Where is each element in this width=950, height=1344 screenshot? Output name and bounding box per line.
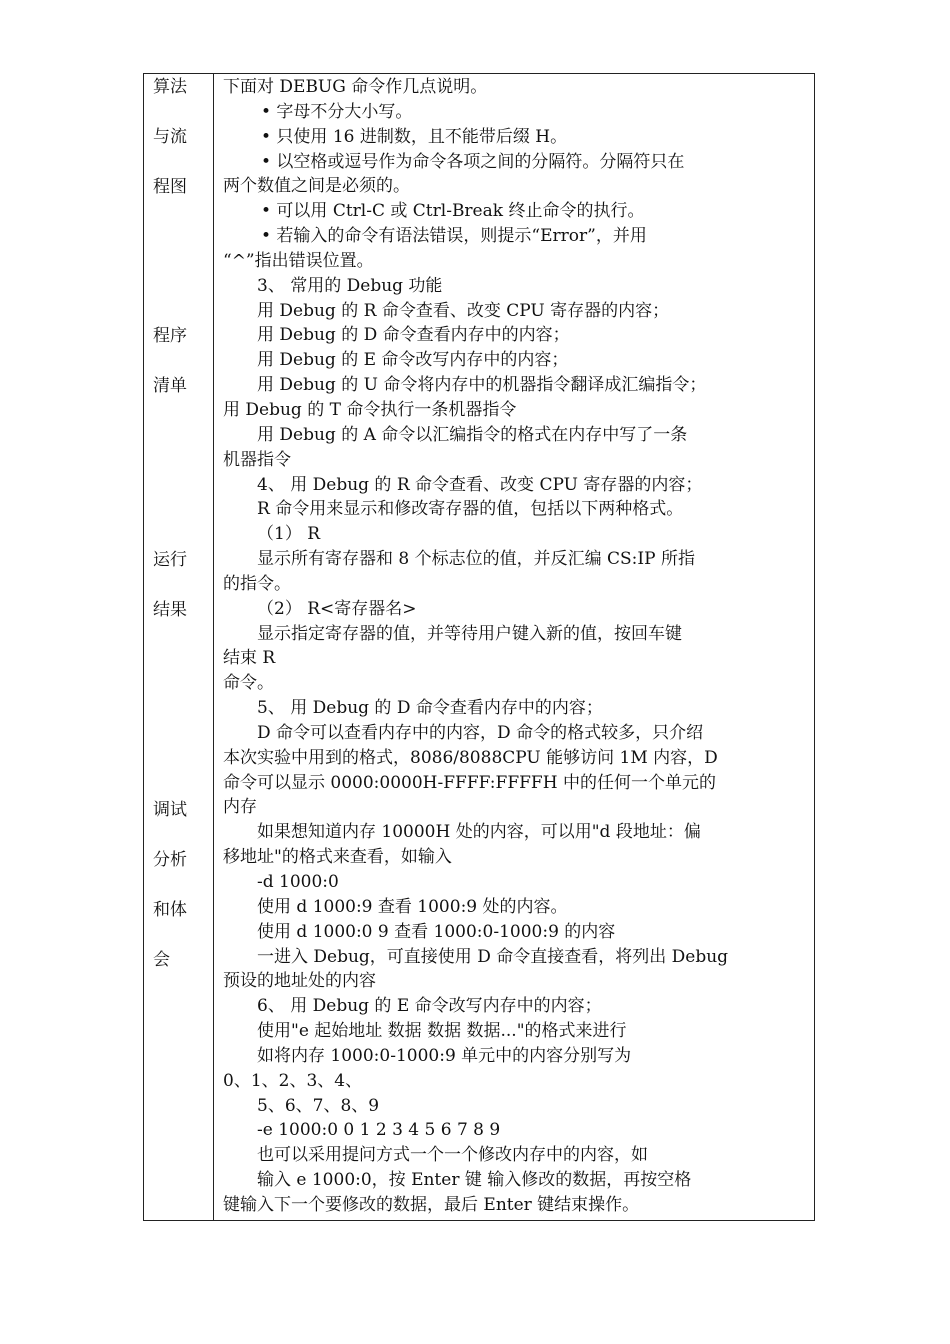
text-line: 5、6、7、8、9 (257, 1095, 380, 1116)
text-line: 用 Debug 的 A 命令以汇编指令的格式在内存中写了一条 (257, 424, 688, 445)
side-label: 算法 (153, 77, 187, 97)
text-line: “^”指出错误位置。 (223, 250, 374, 271)
text-line: 预设的地址处的内容 (223, 971, 376, 992)
text-line: 使用 d 1000:0 9 查看 1000:0-1000:9 的内容 (257, 921, 616, 942)
text-line: 0、1、2、3、4、 (223, 1070, 363, 1091)
text-line: 使用"e 起始地址 数据 数据 数据..."的格式来进行 (257, 1021, 627, 1042)
text-line: 结束 R (223, 648, 276, 669)
text-line: 用 Debug 的 E 命令改写内存中的内容； (257, 350, 569, 371)
text-line: 本次实验中用到的格式，8086/8088CPU 能够访问 1M 内容，D (223, 747, 718, 768)
text-line: R 命令用来显示和修改寄存器的值，包括以下两种格式。 (257, 499, 684, 520)
text-line: 命令可以显示 0000:0000H-FFFF:FFFFH 中的任何一个单元的 (223, 772, 716, 793)
text-line: 移地址"的格式来查看，如输入 (223, 847, 452, 868)
side-label: 会 (153, 950, 170, 970)
content-cell (223, 75, 811, 1218)
text-line: 命令。 (223, 673, 274, 694)
text-line: • 可以用 Ctrl-C 或 Ctrl-Break 终止命令的执行。 (261, 201, 645, 222)
text-line: • 只使用 16 进制数，且不能带后缀 H。 (261, 126, 568, 147)
text-line: -e 1000:0 0 1 2 3 4 5 6 7 8 9 (257, 1120, 501, 1141)
text-line: 键输入下一个要修改的数据，最后 Enter 键结束操作。 (223, 1194, 640, 1215)
text-line: 用 Debug 的 T 命令执行一条机器指令 (223, 399, 517, 420)
text-line: 显示指定寄存器的值，并等待用户键入新的值，按回车键 (257, 623, 682, 644)
side-label: 运行 (153, 550, 187, 570)
column-divider (213, 73, 214, 1221)
side-label: 程图 (153, 177, 187, 197)
text-line: 3、 常用的 Debug 功能 (257, 275, 443, 296)
side-label: 程序 (153, 326, 187, 346)
text-line: 的指令。 (223, 573, 291, 594)
text-line: 用 Debug 的 U 命令将内存中的机器指令翻译成汇编指令； (257, 375, 707, 396)
text-line: 用 Debug 的 R 命令查看、改变 CPU 寄存器的内容； (257, 300, 670, 321)
text-line: • 字母不分大小写。 (261, 101, 413, 122)
text-line: 内存 (223, 797, 257, 818)
text-line: 两个数值之间是必须的。 (223, 176, 410, 197)
text-line: 也可以采用提问方式一个一个修改内存中的内容，如 (257, 1145, 648, 1166)
text-line: （1） R (257, 524, 321, 545)
text-line: 机器指令 (223, 449, 291, 470)
text-line: -d 1000:0 (257, 872, 339, 892)
text-line: 显示所有寄存器和 8 个标志位的值，并反汇编 CS:IP 所指 (257, 549, 695, 570)
text-line: D 命令可以查看内存中的内容，D 命令的格式较多，只介绍 (257, 722, 704, 743)
text-line: 输入 e 1000:0，按 Enter 键 输入修改的数据，再按空格 (257, 1170, 692, 1191)
text-line: 一进入 Debug，可直接使用 D 命令直接查看，将列出 Debug (257, 946, 729, 967)
left-label-column (143, 73, 213, 1221)
side-label: 调试 (153, 800, 187, 820)
text-line: 用 Debug 的 D 命令查看内存中的内容； (257, 325, 570, 346)
side-label: 分析 (153, 850, 187, 870)
text-line: • 若输入的命令有语法错误，则提示“Error”，并用 (261, 226, 647, 247)
text-line: 如将内存 1000:0-1000:9 单元中的内容分别写为 (257, 1045, 632, 1066)
side-label: 与流 (153, 127, 187, 147)
side-label: 清单 (153, 376, 187, 396)
text-line: 使用 d 1000:9 查看 1000:9 处的内容。 (257, 896, 568, 917)
text-line: （2） R<寄存器名> (257, 598, 417, 619)
side-label: 结果 (153, 600, 187, 620)
text-line: 4、 用 Debug 的 R 命令查看、改变 CPU 寄存器的内容； (257, 474, 703, 495)
text-line: 5、 用 Debug 的 D 命令查看内存中的内容； (257, 698, 603, 719)
text-line: • 以空格或逗号作为命令各项之间的分隔符。分隔符只在 (261, 151, 685, 172)
text-line: 6、 用 Debug 的 E 命令改写内存中的内容； (257, 996, 602, 1017)
text-line: 如果想知道内存 10000H 处的内容，可以用"d 段地址：偏 (257, 822, 701, 843)
side-label: 和体 (153, 900, 187, 920)
text-line: 下面对 DEBUG 命令作几点说明。 (223, 77, 488, 97)
